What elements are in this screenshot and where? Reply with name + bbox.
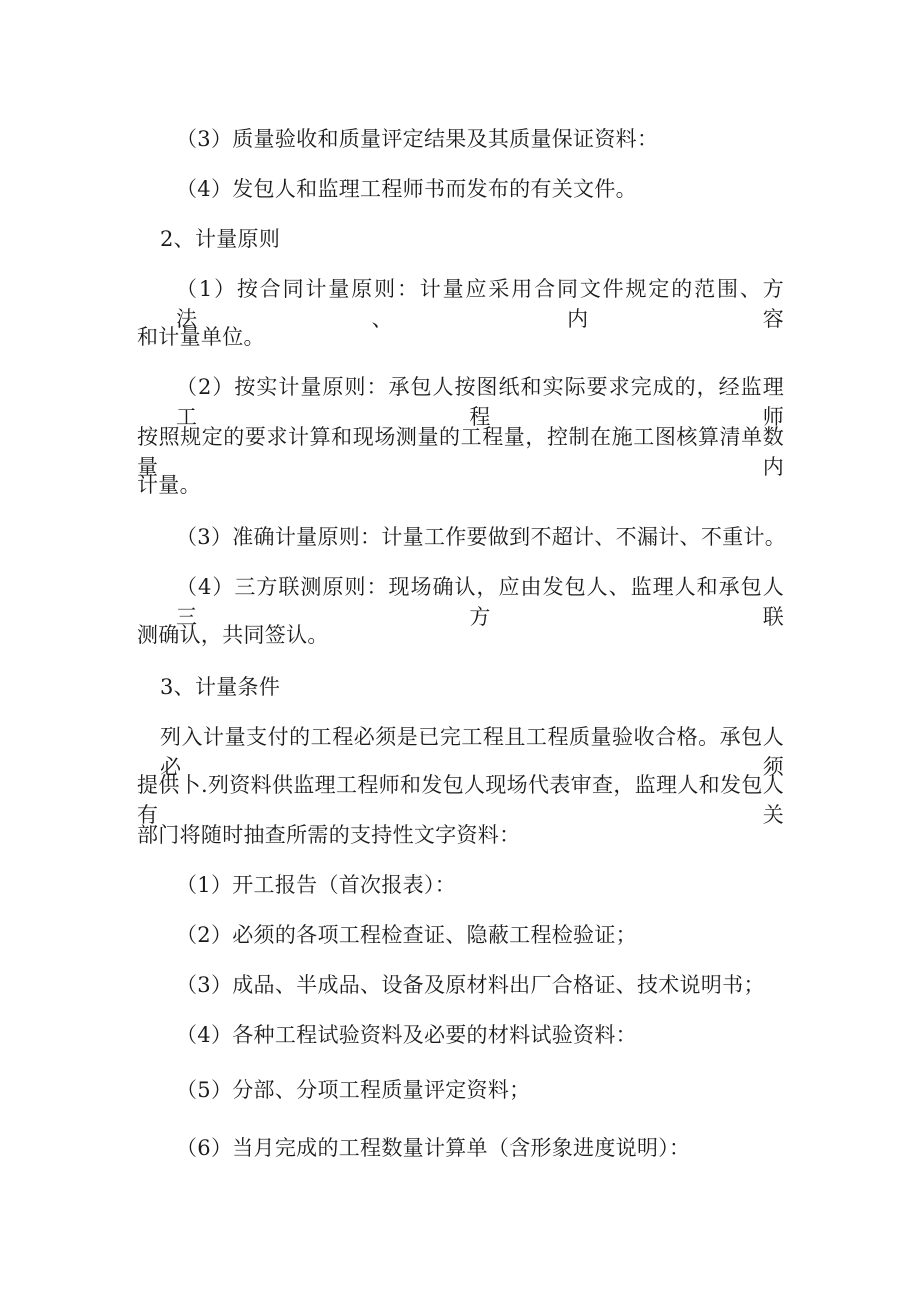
text-line: 测确认，共同签认。 [137, 623, 329, 647]
text-line: （2）必须的各项工程检查证、隐蔽工程检验证； [176, 923, 637, 947]
text-line: 和计量单位。 [137, 325, 265, 349]
section-heading: 3、计量条件 [160, 675, 281, 699]
text-line: 列入计量支付的工程必须是已完工程且工程质量验收合格。承包人必须 [160, 725, 784, 779]
text-line: （4）发包人和监理工程师书而发布的有关文件。 [176, 177, 637, 201]
text-line: 提供卜.列资料供监理工程师和发包人现场代表审查，监理人和发包人有关 [137, 773, 784, 827]
text-line: （3）质量验收和质量评定结果及其质量保证资料： [176, 127, 659, 151]
text-line: （1）按合同计量原则：计量应采用合同文件规定的范围、方法、内容 [176, 277, 784, 331]
text-line: 计量。 [137, 473, 201, 497]
text-line: （4）各种工程试验资料及必要的材料试验资料： [176, 1023, 637, 1047]
text-line: （3）准确计量原则：计量工作要做到不超计、不漏计、不重计。 [176, 525, 787, 549]
text-line: 部门将随时抽查所需的支持性文字资料： [137, 823, 521, 847]
text-line: （6）当月完成的工程数量计算单（含形象进度说明）： [176, 1136, 691, 1160]
text-line: （2）按实计量原则：承包人按图纸和实际要求完成的，经监理工程师 [176, 375, 784, 429]
text-line: （1）开工报告（首次报表）： [176, 873, 457, 897]
section-heading: 2、计量原则 [160, 227, 281, 251]
text-line: 按照规定的要求计算和现场测量的工程量，控制在施工图核算清单数量内 [137, 425, 784, 479]
text-line: （4）三方联测原则：现场确认，应由发包人、监理人和承包人三方联 [176, 575, 784, 629]
text-line: （5）分部、分项工程质量评定资料； [176, 1078, 531, 1102]
text-line: （3）成品、半成品、设备及原材料出厂合格证、技术说明书； [176, 973, 765, 997]
